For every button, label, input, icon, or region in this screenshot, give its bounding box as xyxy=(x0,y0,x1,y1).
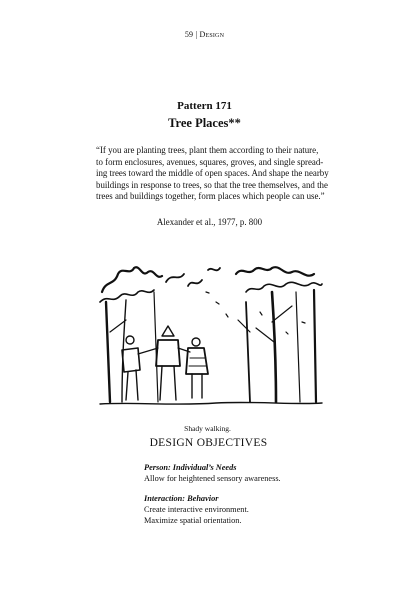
pattern-quote xyxy=(96,145,329,203)
canopy-left xyxy=(102,267,162,292)
quote-line: ing trees toward the middle of open spaces. And shape the nearby xyxy=(96,168,329,179)
holding-hands xyxy=(138,348,190,354)
figure-caption: Shady walking. xyxy=(184,424,231,433)
objective-person xyxy=(144,463,281,485)
quote-line: “If you are planting trees, plant them according to their nature, xyxy=(96,145,319,155)
person-head xyxy=(126,336,134,344)
person-legs xyxy=(192,374,202,398)
quote-line: buildings in response to trees, so that the tree themselves, and the xyxy=(96,179,328,190)
canopy-right xyxy=(236,267,314,276)
design-objectives-heading: DESIGN OBJECTIVES xyxy=(149,437,268,449)
canopy-mid xyxy=(166,268,220,286)
running-head-separator: | xyxy=(195,30,198,39)
person-head xyxy=(162,326,174,336)
running-head xyxy=(0,30,409,39)
shady-walking-sketch xyxy=(96,262,324,412)
person-legs xyxy=(160,366,176,400)
quote-line: trees and buildings together, form places which people can use.” xyxy=(96,191,325,202)
objective-text: Maximize spatial orientation. xyxy=(144,515,242,525)
person-legs xyxy=(126,370,138,400)
pattern-title: Tree Places** xyxy=(168,116,241,130)
dress-pattern xyxy=(189,358,207,366)
objective-text: Allow for heightened sensory awareness. xyxy=(144,473,281,483)
objective-text: Create interactive environment. xyxy=(144,504,249,514)
canopy-right-fill xyxy=(246,282,322,292)
objective-title: Person: Individual’s Needs xyxy=(144,463,237,472)
pattern-number: Pattern 171 xyxy=(177,100,232,112)
page-number: 59 xyxy=(184,30,194,39)
quote-line: to form enclosures, avenues, squares, groves, and single spread- xyxy=(96,156,324,167)
objective-title: Interaction: Behavior xyxy=(144,494,219,503)
branch xyxy=(110,306,292,342)
tree-trunk xyxy=(246,302,250,402)
person-body xyxy=(156,340,180,366)
section-name: Design xyxy=(199,30,225,39)
tree-trunk xyxy=(106,302,110,402)
tree-trunk xyxy=(272,292,276,402)
objective-interaction xyxy=(144,494,249,526)
ground-line xyxy=(100,402,322,404)
person-body xyxy=(122,348,140,372)
tree-trunk xyxy=(296,292,300,402)
tree-trunk xyxy=(314,290,316,402)
sketch-illustration xyxy=(96,262,324,412)
quote-citation: Alexander et al., 1977, p. 800 xyxy=(156,217,263,227)
person-head xyxy=(192,338,200,346)
canopy-left-fill xyxy=(100,290,154,302)
